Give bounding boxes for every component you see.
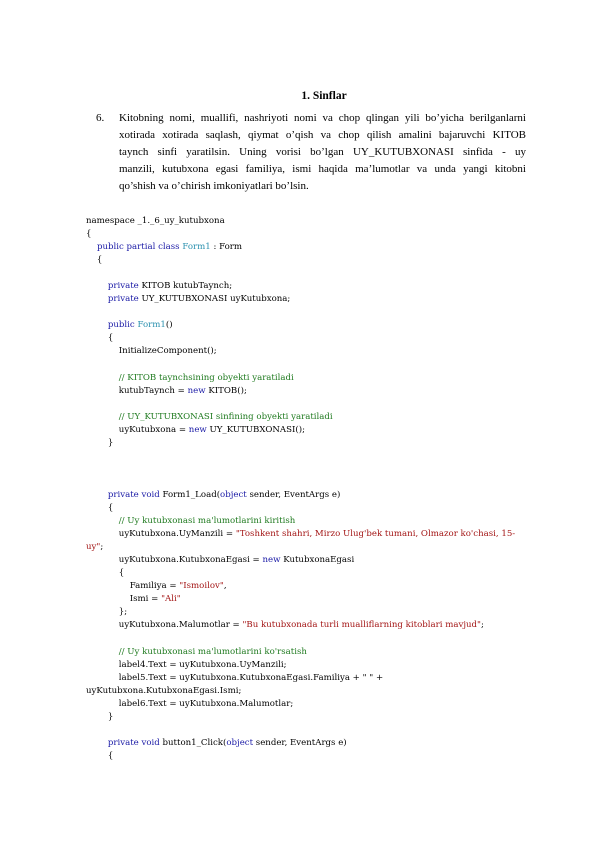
code-line [86, 267, 526, 280]
code-string: "Bu kutubxonada turli mualliflarning kitoblari mavjud" [242, 620, 481, 631]
code-text: Form1_Load( [159, 489, 221, 500]
code-line [86, 345, 526, 358]
code-line [86, 319, 526, 332]
code-line [86, 567, 526, 580]
code-text: }; [86, 607, 128, 618]
code-line [86, 332, 526, 345]
code-keyword: private [107, 489, 139, 500]
code-keyword: private [107, 737, 139, 748]
code-line [86, 306, 526, 319]
code-line [86, 698, 526, 711]
code-keyword: private [107, 281, 139, 292]
code-text: KutubxonaEgasi [280, 555, 355, 566]
code-line [86, 359, 526, 372]
code-line [86, 646, 526, 659]
code-keyword: public [107, 320, 135, 331]
code-text [86, 294, 108, 304]
code-text: UY_KUTUBXONASI(); [206, 424, 305, 435]
code-text [86, 647, 119, 657]
code-text [86, 320, 108, 330]
code-line [86, 411, 526, 424]
code-line [86, 685, 526, 698]
code-text [86, 412, 119, 422]
code-text: { [86, 568, 125, 579]
code-text: Familiya = [86, 581, 180, 592]
code-line [86, 215, 526, 228]
code-string: "Ismoilov" [179, 581, 224, 592]
code-type: Form1 [182, 242, 211, 253]
code-line [86, 633, 526, 646]
code-line [86, 463, 526, 476]
code-text: namespace [86, 216, 135, 226]
task-line: Kitobning nomi, muallifi, nashriyoti nomi va chop qlingan yili bo’yicha berilganlarni [119, 112, 526, 124]
code-text: { [86, 333, 114, 344]
code-text [86, 242, 97, 252]
code-text: ; [100, 542, 104, 553]
code-string: uy" [86, 542, 101, 553]
code-text: sender, EventArgs e) [246, 489, 341, 500]
code-keyword: object [220, 489, 247, 500]
code-line [86, 737, 526, 750]
code-line [86, 711, 526, 724]
code-text: UY_KUTUBXONASI uyKutubxona; [138, 294, 291, 305]
code-line [86, 750, 526, 763]
code-text: { [86, 255, 103, 266]
code-text: uyKutubxona = [86, 424, 189, 435]
code-line [86, 659, 526, 672]
code-text [86, 281, 108, 291]
code-line [86, 241, 526, 254]
code-keyword: partial [126, 242, 156, 253]
task-line: manzili, kutubxona egasi familiya, ismi haqida ma’lumotlar va unda yangi kitobni [119, 163, 526, 175]
code-text: InitializeComponent(); [86, 346, 217, 357]
code-line [86, 515, 526, 528]
code-text: kutubTaynch = [86, 385, 188, 396]
code-text: _1._6_uy_kutubxona [134, 216, 225, 226]
code-text: Ismi = [86, 594, 162, 605]
code-line [86, 554, 526, 567]
task-line: qo’shish va o’chirish imkoniyatlari bo’lsin. [119, 180, 309, 192]
code-line [86, 450, 526, 463]
code-line [86, 489, 526, 502]
code-text: sender, EventArgs e) [253, 737, 347, 748]
code-line [86, 254, 526, 267]
code-comment: // Uy kutubxonasi ma'lumotlarini ko'rsatish [118, 646, 307, 657]
code-text: label6.Text = uyKutubxona.Malumotlar; [86, 698, 294, 709]
code-text: , [223, 581, 227, 592]
code-line [86, 293, 526, 306]
code-text [86, 738, 108, 748]
code-string: "Toshkent shahri, Mirzo Ulug'bek tumani, Olmazor ko'chasi, 15- [235, 529, 516, 540]
code-keyword: void [141, 737, 160, 748]
code-comment: // UY_KUTUBXONASI sinfining obyekti yaratiladi [118, 411, 333, 422]
code-text: KITOB(); [205, 385, 247, 396]
code-text [86, 490, 108, 500]
code-text: { [86, 229, 92, 240]
code-line [86, 424, 526, 437]
code-line [86, 724, 526, 737]
code-text: KITOB kutubTaynch; [138, 281, 233, 292]
code-text: uyKutubxona.UyManzili = [86, 529, 236, 540]
code-line [86, 528, 526, 541]
code-text: label4.Text = uyKutubxona.UyManzili; [86, 659, 287, 670]
task-line: xotirada xotirada saqlash, qiymat o’qish va chop qilish amalini bajaruvchi KITOB [119, 129, 526, 141]
code-text: uyKutubxona.KutubxonaEgasi = [86, 555, 263, 566]
task-description [96, 110, 526, 195]
code-line [86, 672, 526, 685]
code-text: { [86, 503, 114, 514]
code-line [86, 580, 526, 593]
code-text: ; [481, 620, 484, 631]
code-keyword: new [188, 424, 207, 435]
code-keyword: object [226, 737, 254, 748]
code-keyword: new [187, 385, 206, 396]
code-text: : Form [210, 242, 243, 253]
code-string: "Ali" [161, 594, 181, 605]
code-keyword: class [158, 242, 180, 253]
code-line [86, 619, 526, 632]
code-text: uyKutubxona.Malumotlar = [86, 620, 243, 631]
code-line [86, 502, 526, 515]
code-text: button1_Click( [159, 737, 227, 748]
code-type: Form1 [137, 320, 166, 331]
task-number: 6. [96, 112, 105, 124]
code-text: label5.Text = uyKutubxona.KutubxonaEgasi.Familiya + " " + [86, 672, 384, 683]
code-text [86, 373, 119, 383]
code-line [86, 437, 526, 450]
code-line [86, 398, 526, 411]
code-text: uyKutubxona.KutubxonaEgasi.Ismi; [86, 685, 242, 696]
task-line: taynch sinfi yaratilsin. Uning vorisi bo’lgan UY_KUTUBXONASI sinfida - uy [119, 146, 526, 158]
code-line [86, 476, 526, 489]
code-line [86, 385, 526, 398]
task-text [119, 110, 526, 195]
code-text: { [86, 750, 114, 761]
code-line [86, 541, 526, 554]
code-comment: // Uy kutubxonasi ma'lumotlarini kiritish [118, 516, 296, 527]
code-text: } [86, 711, 114, 722]
code-line [86, 228, 526, 241]
code-keyword: new [262, 555, 281, 566]
code-keyword: void [141, 489, 160, 500]
code-line [86, 606, 526, 619]
code-text: () [165, 320, 173, 331]
code-line [86, 593, 526, 606]
code-text [86, 516, 119, 526]
code-line [86, 372, 526, 385]
code-text: } [86, 437, 114, 448]
code-listing [86, 215, 526, 763]
section-heading: 1. Sinflar [301, 90, 347, 102]
code-keyword: private [107, 294, 139, 305]
code-line [86, 280, 526, 293]
code-keyword: public [96, 242, 124, 253]
code-comment: // KITOB taynchsining obyekti yaratiladi [118, 372, 294, 383]
